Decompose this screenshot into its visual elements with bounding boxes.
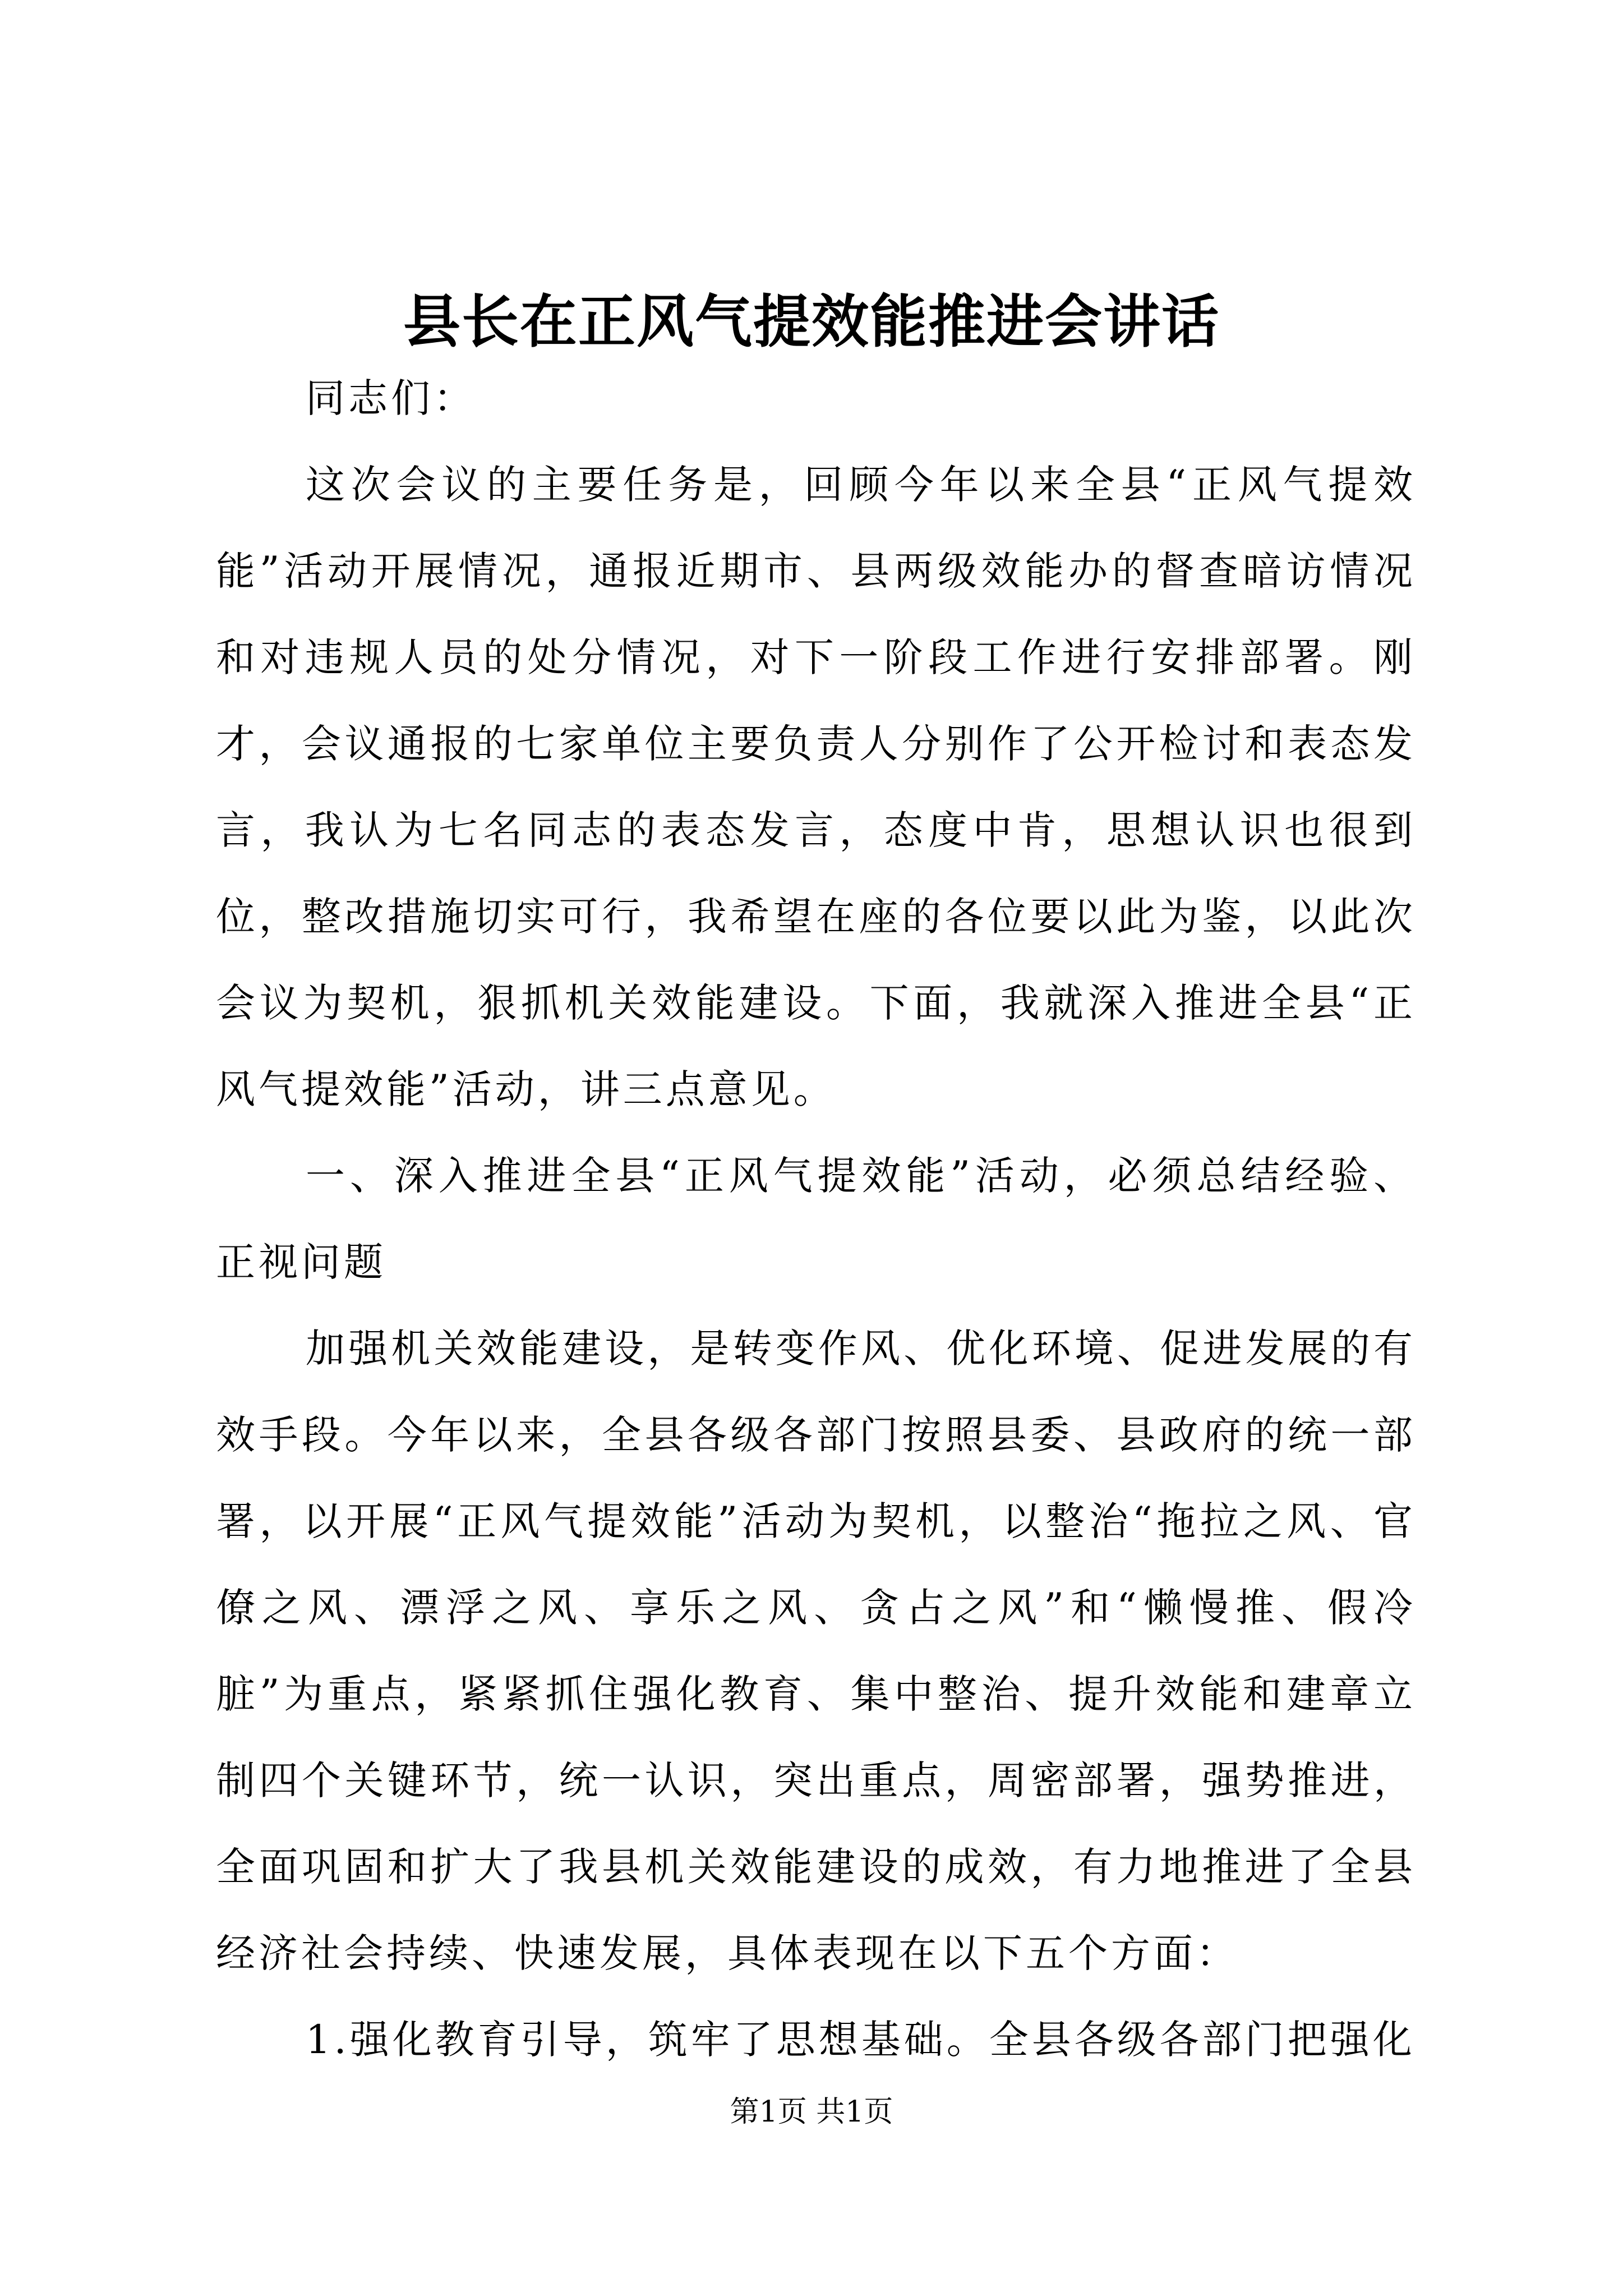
- section-1-paragraph: 加强机关效能建设，是转变作风、优化环境、促进发展的有效手段。今年以来，全县各级各部门按照县委、县政府的统一部署，以开展“正风气提效能”活动为契机，以整治“拖拉之风、官僚之风、漂浮之风、享乐之风、贪占之风”和“懒慢推、假冷脏”为重点，紧紧抓住强化教育、集中整治、提升效能和建章立制四个关键环节，统一认识，突出重点，周密部署，强势推进，全面巩固和扩大了我县机关效能建设的成效，有力地推进了全县经济社会持续、快速发展，具体表现在以下五个方面：: [216, 1326, 1416, 1976]
- page-footer: 第1页 共1页: [730, 2095, 893, 2129]
- item-1-paragraph: 1.强化教育引导，筑牢了思想基础。全县各级各部门把强化: [306, 2017, 1415, 2063]
- salutation-paragraph: 同志们：: [306, 375, 476, 421]
- section-heading-1: 一、深入推进全县“正风气提效能”活动，必须总结经验、正视问题: [216, 1153, 1416, 1285]
- intro-paragraph: 这次会议的主要任务是，回顾今年以来全县“正风气提效能”活动开展情况，通报近期市、县两级效能办的督查暗访情况和对违规人员的处分情况，对下一阶段工作进行安排部署。刚才，会议通报的七家单位主要负责人分别作了公开检讨和表态发言，我认为七名同志的表态发言，态度中肯，思想认识也很到位，整改措施切实可行，我希望在座的各位要以此为鉴，以此次会议为契机，狠抓机关效能建设。下面，我就深入推进全县“正风气提效能”活动，讲三点意见。: [216, 462, 1416, 1112]
- document-title: 县长在正风气提效能推进会讲话: [403, 289, 1220, 356]
- document-body: [216, 355, 1416, 2083]
